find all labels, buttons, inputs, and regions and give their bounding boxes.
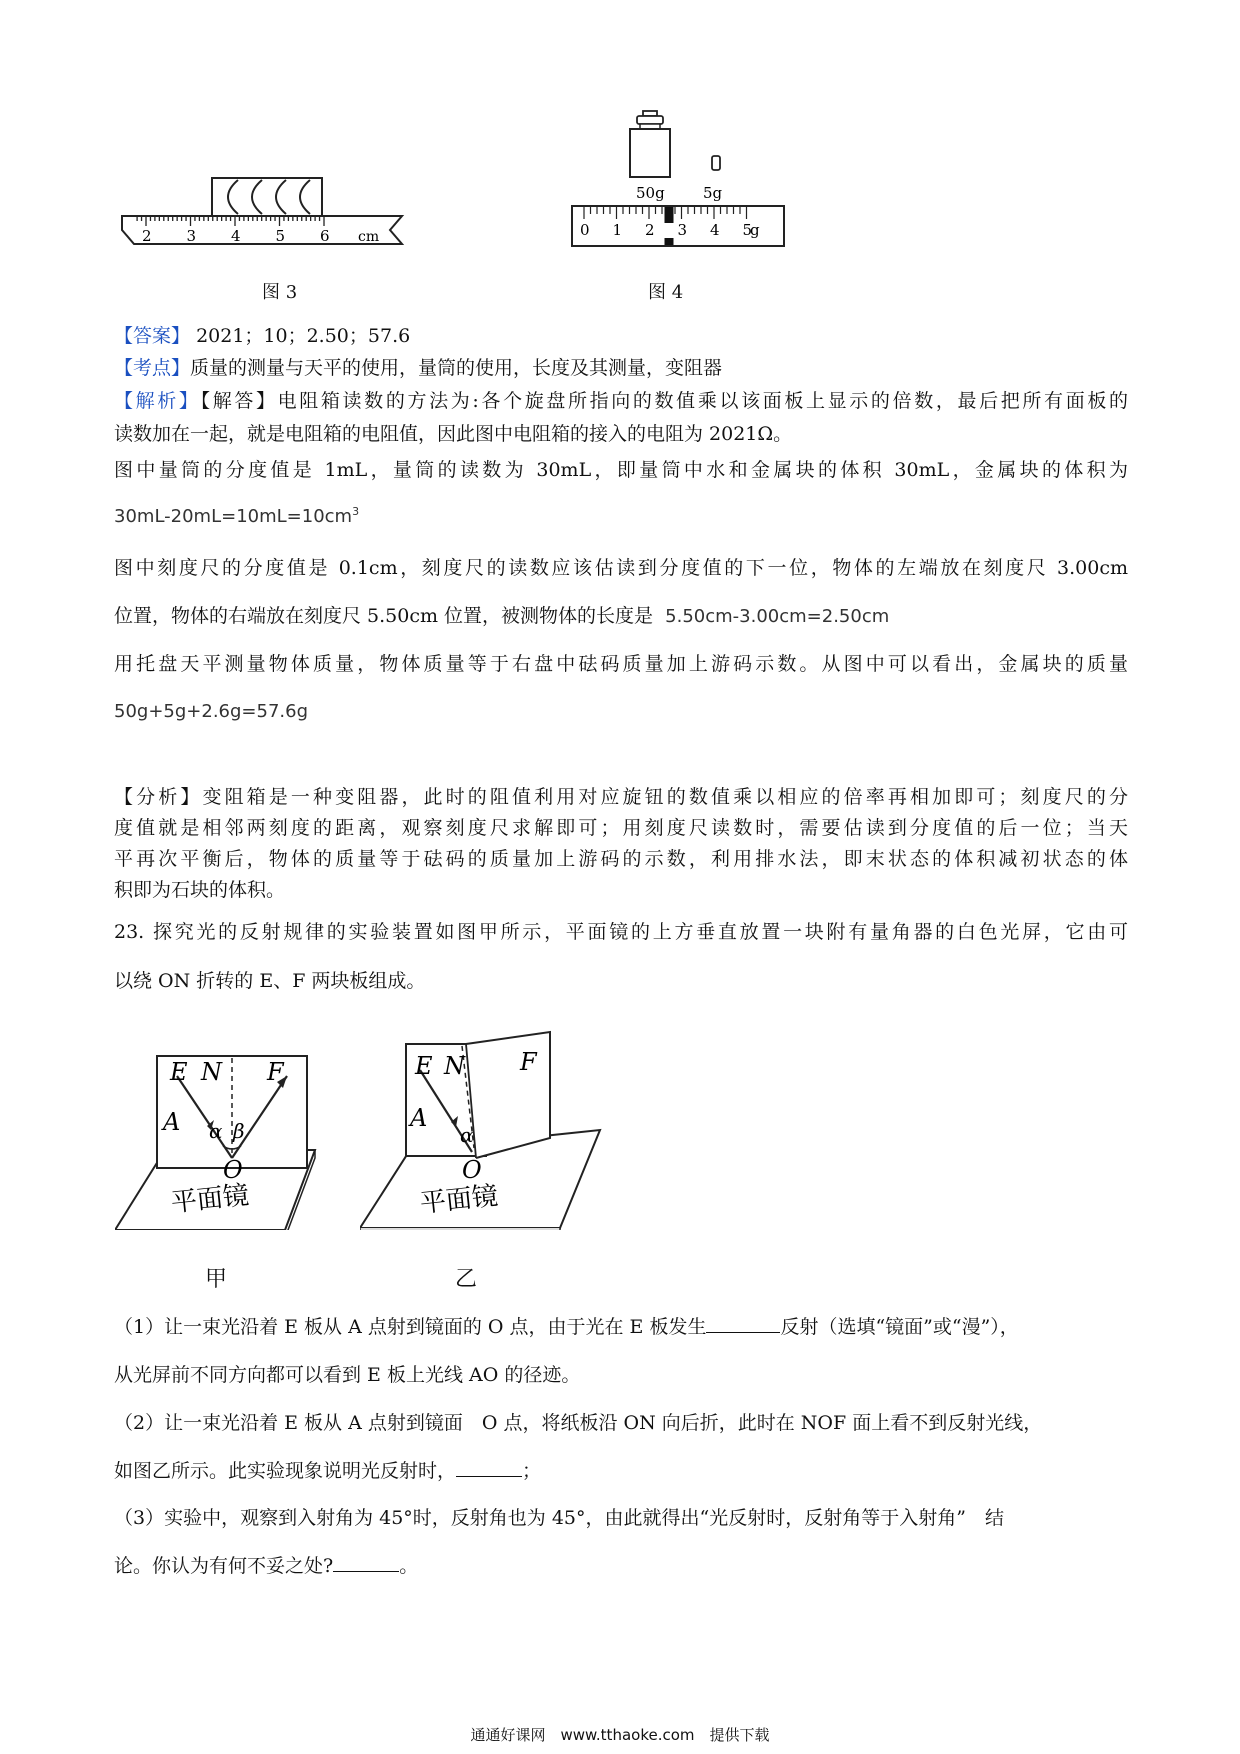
jiexi-line-6: 用托盘天平测量物体质量，物体质量等于右盘中砝码质量加上游码示数。从图中可以看出，金属块的质量 [114, 653, 1128, 675]
answer-text: 2021；10；2.50；57.6 [196, 325, 411, 347]
scale-tick-label: 4 [710, 221, 720, 239]
jia-label-O: O [223, 1156, 243, 1184]
kaodian-line [114, 355, 722, 381]
figure-jia-reflection [115, 1040, 345, 1230]
q23-stem-1: 23. 探究光的反射规律的实验装置如图甲所示，平面镜的上方垂直放置一块附有量角器的白色光屏，它由可 [114, 921, 1128, 943]
jiexi-text-1: 电阻箱读数的方法为:各个旋盘所指向的数值乘以该面板上显示的倍数，最后把所有面板的 [277, 390, 1128, 412]
formula-mass: 50g+5g+2.6g=57.6g [114, 701, 309, 722]
q23-part3-text-b: 。 [399, 1555, 419, 1577]
jia-label-F: F [267, 1058, 284, 1086]
yi-label-N: N [444, 1052, 465, 1080]
yi-label-O: O [462, 1156, 482, 1184]
jiexi-line-3: 图中量筒的分度值是 1mL，量筒的读数为 30mL，即量筒中水和金属块的体积 30mL，金属块的体积为 [114, 459, 1128, 481]
q23-part3-line-2 [114, 1553, 418, 1579]
figure-4-caption: 图 4 [648, 282, 684, 303]
ruler-tick-label: 2 [142, 227, 152, 245]
q23-part1-line-2: 从光屏前不同方向都可以看到 E 板上光线 AO 的径迹。 [114, 1364, 581, 1386]
scale-tick-label: 0 [580, 221, 590, 239]
answer-blank-3[interactable] [333, 1553, 399, 1572]
q23-stem-2: 以绕 ON 折转的 E、F 两块板组成。 [114, 970, 426, 992]
fenxi-line-3: 平再次平衡后，物体的质量等于砝码的质量加上游码的示数，利用排水法，即末状态的体积减初状态的体 [114, 848, 1128, 870]
formula-length: 5.50cm-3.00cm=2.50cm [665, 606, 890, 627]
fenxi-line-2: 度值就是相邻两刻度的距离，观察刻度尺求解即可；用刻度尺读数时，需要估读到分度值的后一位；当天 [114, 817, 1128, 839]
q23-part2-text: 如图乙所示。此实验现象说明光反射时， [114, 1460, 457, 1482]
q23-part1-text: （1）让一束光沿着 E 板从 A 点射到镜面的 O 点，由于光在 E 板发生 [114, 1316, 707, 1338]
q23-part2-line-1: （2）让一束光沿着 E 板从 A 点射到镜面 O 点，将纸板沿 ON 向后折，此时在 NOF 面上看不到反射光线， [114, 1412, 1043, 1434]
formula-volume-sup: 3 [352, 505, 360, 518]
page-footer: 通通好课网 www.tthaoke.com 提供下载 [470, 1726, 770, 1744]
ruler-tick-label: 6 [320, 227, 330, 245]
scale-tick-label: 5 [742, 221, 753, 239]
answer-tag: 【答案】 [114, 325, 191, 347]
figure-3-ruler [120, 170, 450, 260]
kaodian-text: 质量的测量与天平的使用，量筒的使用，长度及其测量，变阻器 [190, 357, 723, 379]
jia-label-alpha: α [209, 1119, 223, 1143]
yi-label-alpha: α [460, 1123, 474, 1147]
figure-4-balance [560, 105, 810, 255]
q23-part2-line-2 [114, 1458, 541, 1484]
fig3-unit: cm [358, 229, 380, 245]
jiexi-line-4: 图中刻度尺的分度值是 0.1cm，刻度尺的读数应该估读到分度值的下一位，物体的左端放在刻度尺 3.00cm [114, 557, 1128, 579]
q23-part1-line-1 [114, 1314, 1019, 1340]
formula-volume [114, 505, 359, 527]
q23-part1-text-b: 反射（选填“镜面”或“漫”）， [780, 1316, 1019, 1338]
figure-3-caption: 图 3 [262, 282, 298, 303]
jia-label-N: N [201, 1058, 222, 1086]
jiexi-line-1 [114, 388, 1128, 414]
yi-label-F: F [520, 1048, 537, 1076]
jiexi-line-5 [114, 603, 889, 630]
jiexi-tag2: 【解答】 [200, 390, 278, 412]
fig4-unit: g [750, 221, 760, 239]
fenxi-tag: 【分析】 [114, 786, 203, 808]
yi-label-A: A [410, 1104, 428, 1132]
jiexi-tag: 【解析】 [114, 390, 201, 412]
ruler-tick-label: 4 [231, 227, 241, 245]
q23-part2-text-b: ； [522, 1460, 542, 1482]
formula-volume-text: 30mL-20mL=10mL=10cm [114, 506, 353, 527]
jia-label-E: E [170, 1058, 188, 1086]
yi-label-mirror: 平面镜 [418, 1181, 500, 1220]
jiexi-line-2: 读数加在一起，就是电阻箱的电阻值，因此图中电阻箱的接入的电阻为 2021Ω。 [114, 423, 793, 445]
jiexi-text-5: 位置，物体的右端放在刻度尺 5.50cm 位置，被测物体的长度是 [114, 605, 654, 627]
scale-tick-label: 2 [645, 221, 655, 239]
figure-jia-caption: 甲 [205, 1267, 228, 1292]
fenxi-text-1: 变阻箱是一种变阻器，此时的阻值利用对应旋钮的数值乘以相应的倍率再相加即可；刻度尺的分 [202, 786, 1128, 808]
fenxi-line-4: 积即为石块的体积。 [114, 879, 286, 901]
jia-label-A: A [163, 1108, 181, 1136]
q23-part3-text: 论。你认为有何不妥之处? [114, 1555, 334, 1577]
q23-part3-line-1: （3）实验中，观察到入射角为 45°时，反射角也为 45°，由此就得出“光反射时，反射角等于入射角” 结 [114, 1507, 1004, 1529]
ruler-tick-label: 3 [186, 227, 197, 245]
yi-label-E: E [415, 1052, 433, 1080]
jia-label-beta: β [233, 1119, 245, 1143]
answer-line [114, 323, 410, 349]
weight-50g-label: 50g [636, 184, 665, 202]
figure-yi-caption: 乙 [455, 1267, 478, 1292]
jia-label-mirror: 平面镜 [169, 1180, 251, 1219]
answer-blank-2[interactable] [456, 1458, 522, 1477]
rider-marker [665, 207, 674, 223]
figure-yi-reflection [360, 1030, 610, 1230]
scale-tick-label: 3 [677, 221, 688, 239]
scale-tick-label: 1 [612, 221, 623, 239]
answer-blank-1[interactable] [706, 1314, 780, 1333]
weight-5g-label: 5g [703, 184, 723, 202]
fenxi-line-1 [114, 784, 1128, 810]
ruler-tick-label: 5 [275, 227, 286, 245]
rider-bottom-marker [665, 238, 674, 245]
kaodian-tag: 【考点】 [114, 357, 191, 379]
